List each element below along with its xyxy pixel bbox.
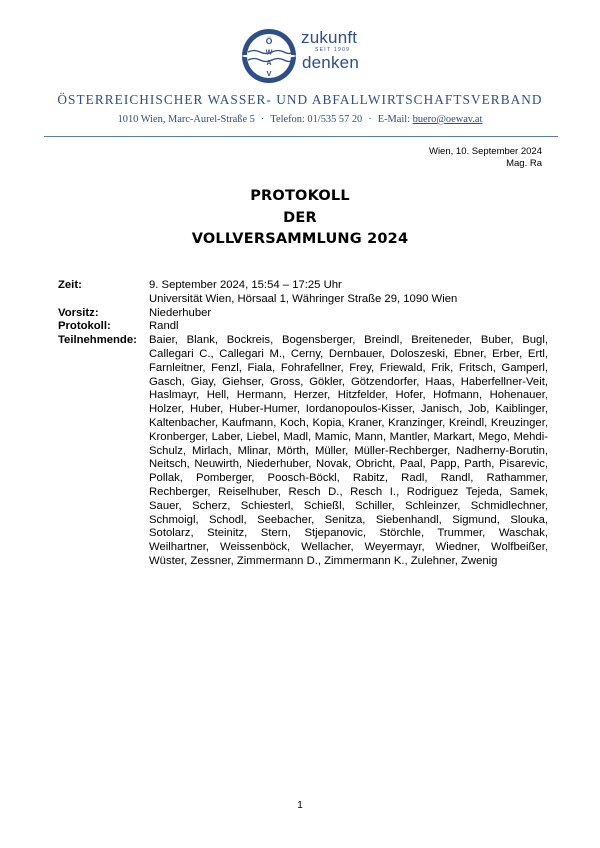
zeit-value: 9. September 2024, 15:54 – 17:25 Uhr (149, 279, 342, 291)
email-label: E-Mail: (377, 114, 413, 125)
date-block (429, 146, 542, 169)
page-number: 1 (297, 800, 303, 811)
vorsitz-label: Vorsitz: (58, 306, 99, 319)
logo-letter-o: Ö (265, 36, 273, 46)
info-row-protokoll (58, 320, 548, 334)
logo-letter-w: W (265, 49, 273, 57)
document-title (0, 186, 600, 251)
oewav-logo (240, 27, 370, 85)
logo-letter-a: A (266, 60, 272, 67)
ort-value: Universität Wien, Hörsaal 1, Währinger Straße 29, 1090 Wien (149, 292, 458, 305)
address: 1010 Wien, Marc-Aurel-Straße 5 (117, 114, 255, 125)
info-row-zeit (58, 279, 548, 293)
protokoll-label: Protokoll: (58, 320, 111, 333)
organization-name: ÖSTERREICHISCHER WASSER- UND ABFALLWIRTSCHAFTSVERBAND (57, 92, 543, 107)
logo-letter-v: V (266, 69, 272, 78)
teilnehmende-label: Teilnehmende: (58, 334, 137, 347)
separator: · (368, 114, 372, 125)
contact-line (0, 114, 600, 125)
tagline-since: SEIT 1909 (315, 47, 351, 53)
document-author: Mag. Ra (506, 157, 542, 169)
tagline-zukunft: zukunft (301, 28, 358, 47)
header-divider (44, 136, 558, 137)
title-line-2: DER (283, 209, 317, 226)
protokoll-value: Randl (149, 320, 179, 333)
oewav-logo-icon (240, 27, 298, 85)
email-link[interactable]: buero@oewav.at (412, 114, 483, 125)
meeting-info (58, 279, 548, 569)
ort-label-spacer (58, 293, 149, 307)
teilnehmende-value: Baier, Blank, Bockreis, Bogensberger, Breindl, Breiteneder, Buber, Bugl, Callegari C., Callegari M., Cerny, Dernbauer, Doloszeski, Ebner, Erber, Ertl, Farnleitner, Fenzl, Fiala, Fohrafellner, Frey, Friewald, Frik, Fritsch, Gamperl, Gasch, Giay, Giehser, Gross, Gökler, Götzendorfer, Haas, Haberfellner-Veit, Haslmayr, Hell, Hermann, Herzer, Hitzfelder, Hofer, Hofmann, Hohenauer, Holzer, Huber, Huber-Humer, Iordanopoulos-Kisser, Janisch, Job, Kaiblinger, Kaltenbacher, Kaufmann, Koch, Kopia, Kraner, Kranzinger, Kreindl, Kreuzinger, Kronberger, Laber, Liebel, Madl, Mamic, Mann, Mantler, Markart, Mego, Mehdi-Schulz, Mirlach, Mlinar, Mörth, Müller, Müller-Rechberger, Nadherny-Borutin, Neitsch, Neuwirth, Niederhuber, Novak, Obricht, Paal, Papp, Parth, Pisarevic, Pollak, Pomberger, Poosch-Böckl, Rabitz, Radl, Randl, Rathammer, Rechberger, Reiselhuber, Resch D., Resch I., Rodriguez Tejeda, Samek, Sauer, Scherz, Schiesterl, Schießl, Schiller, Schleinzer, Schmidlechner, Schmoigl, Schodl, Seebacher, Senitza, Siebenhandl, Sigmund, Slouka, Sotolarz, Steinitz, Stern, Stjepanovic, Störchle, Trummer, Waschak, Weilhartner, Weissenböck, Wellacher, Weyermayr, Wiedner, Wolfbeißer, Wüster, Zessner, Zimmermann D., Zimmermann K., Zulehner, Zwenig (149, 334, 548, 567)
info-row-vorsitz (58, 307, 548, 321)
vorsitz-value: Niederhuber (149, 306, 212, 319)
phone: Telefon: 01/535 57 20 (270, 114, 363, 125)
info-row-ort (58, 293, 548, 307)
tagline-denken: denken (302, 53, 359, 72)
document-date: Wien, 10. September 2024 (428, 146, 542, 157)
separator: · (260, 114, 265, 125)
zeit-label: Zeit: (58, 279, 82, 291)
info-row-teilnehmende (58, 334, 548, 569)
title-line-1: PROTOKOLL (250, 188, 350, 204)
title-line-3: VOLLVERSAMMLUNG 2024 (191, 231, 409, 247)
